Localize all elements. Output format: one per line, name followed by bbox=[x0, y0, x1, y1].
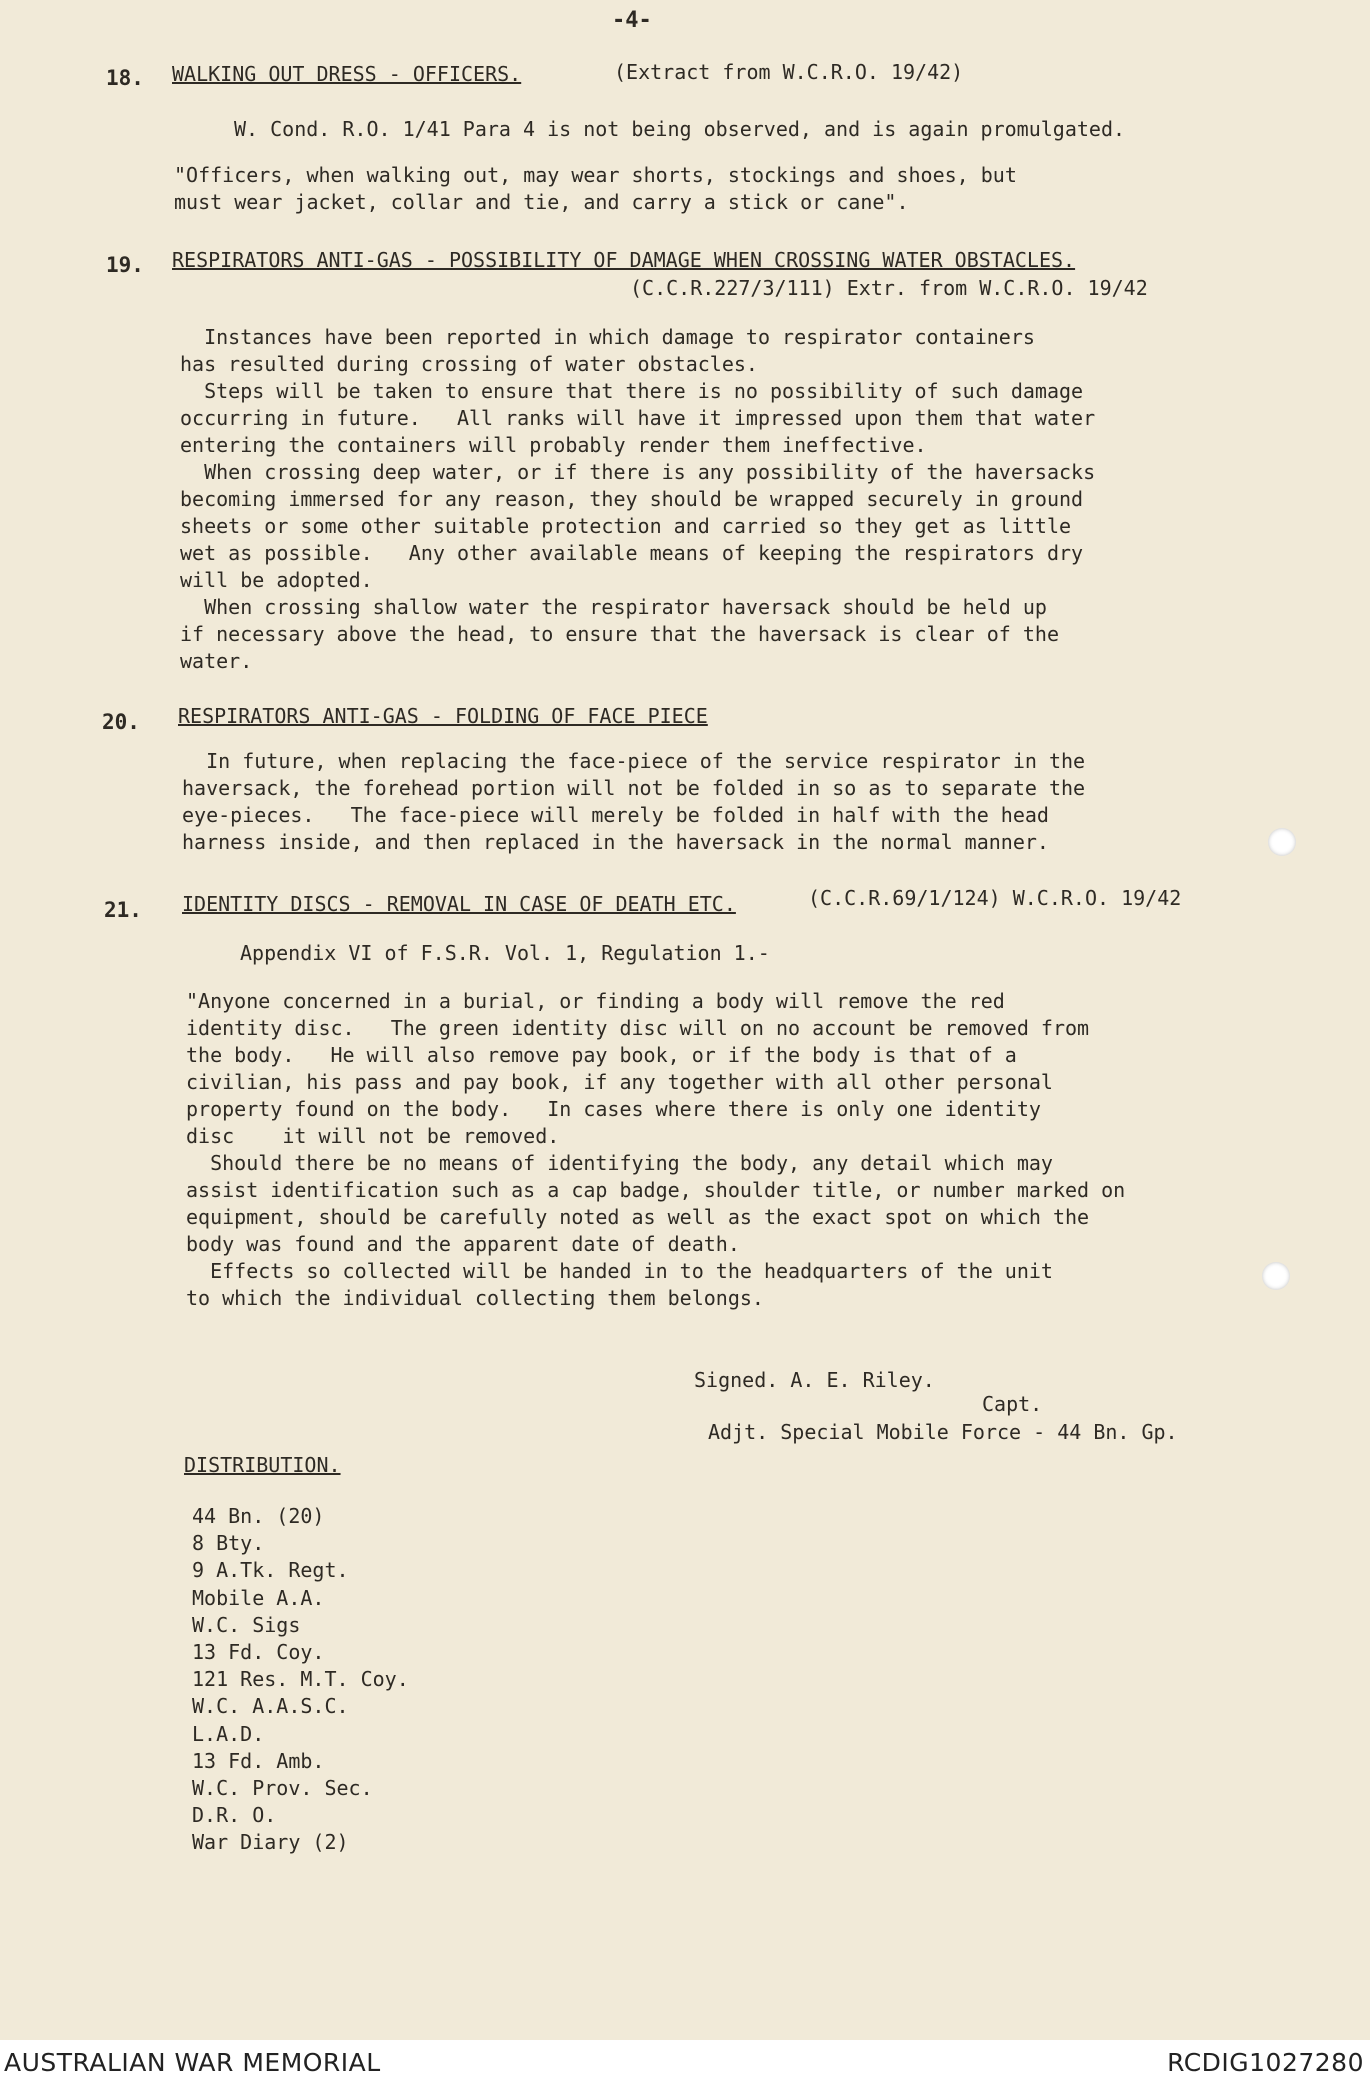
paragraph: Instances have been reported in which damage to respirator containers has resulted during crossing of water obstacles. Steps will be taken to ensure that there is no possibility of such damage occurring in future. All ranks will have it impressed upon them that water entering the containers will probably render them ineffective. When crossing deep water, or if there is any possibility of the haversacks becoming immersed for any reason, they should be wrapped securely in ground sheets or some other suitable protection and carried so they get as little wet as possible. Any other available means of keeping the respirators dry will be adopted. When crossing shallow water the respirator haversack should be held up if necessary above the head, to ensure that the haversack is clear of the water. bbox=[180, 325, 1096, 673]
paragraph: "Anyone concerned in a burial, or finding a body will remove the red identity disc. The green identity disc will on no account be removed from the body. He will also remove pay book, or if the body is that of a civilian, his pass and pay book, if any together with all other personal property found on the body. In cases where there is only one identity disc it will not be removed. Should there be no means of identifying the body, any detail which may assist identification such as a cap badge, shoulder title, or number marked on equipment, should be carefully noted as well as the exact spot on which the body was found and the apparent date of death. Effects so collected will be handed in to the headquarters of the unit to which the individual collecting them belongs. bbox=[186, 989, 1126, 1310]
distribution-item: 44 Bn. (20) bbox=[192, 1504, 325, 1528]
distribution-item: W.C. Prov. Sec. bbox=[192, 1776, 373, 1801]
distribution-list bbox=[192, 1503, 409, 1857]
distribution-item: 9 A.Tk. Regt. bbox=[192, 1558, 349, 1583]
punch-hole bbox=[1268, 828, 1296, 856]
section-reference: (Extract from W.C.R.O. 19/42) bbox=[614, 60, 964, 84]
section-number: 19. bbox=[106, 253, 144, 277]
section-title: WALKING OUT DRESS - OFFICERS. bbox=[172, 62, 522, 86]
distribution-item: 13 Fd. Coy. bbox=[192, 1640, 325, 1665]
distribution-item: Mobile A.A. bbox=[192, 1585, 325, 1610]
section-number: 20. bbox=[102, 710, 140, 734]
signature-rank: Capt. bbox=[982, 1392, 1043, 1416]
section-title: IDENTITY DISCS - REMOVAL IN CASE OF DEATH ETC. bbox=[182, 892, 736, 916]
section-reference: (C.C.R.227/3/111) Extr. from W.C.R.O. 19/42 bbox=[630, 276, 1148, 300]
distribution-item: D.R. O. bbox=[192, 1803, 277, 1828]
distribution-item: W.C. A.A.S.C. bbox=[192, 1694, 349, 1719]
section-number: 21. bbox=[104, 898, 142, 922]
section-title: RESPIRATORS ANTI-GAS - FOLDING OF FACE PIECE bbox=[178, 704, 708, 728]
distribution-item: War Diary (2) bbox=[192, 1830, 349, 1855]
punch-hole bbox=[1262, 1262, 1290, 1290]
signature-appointment: Adjt. Special Mobile Force - 44 Bn. Gp. bbox=[708, 1420, 1178, 1444]
section-reference: (C.C.R.69/1/124) W.C.R.O. 19/42 bbox=[808, 886, 1182, 910]
paragraph: Appendix VI of F.S.R. Vol. 1, Regulation 1.- bbox=[240, 941, 770, 965]
distribution-heading: DISTRIBUTION. bbox=[184, 1453, 341, 1477]
footer-id: RCDIG1027280 bbox=[1167, 2048, 1364, 2077]
distribution-item: W.C. Sigs bbox=[192, 1612, 301, 1637]
section-title: RESPIRATORS ANTI-GAS - POSSIBILITY OF DAMAGE WHEN CROSSING WATER OBSTACLES. bbox=[172, 248, 1076, 272]
paragraph: "Officers, when walking out, may wear shorts, stockings and shoes, but must wear jacket, collar and tie, and carry a stick or cane". bbox=[174, 163, 1017, 214]
page-number: -4- bbox=[612, 8, 652, 33]
distribution-item: 121 Res. M.T. Coy. bbox=[192, 1667, 409, 1692]
section-number: 18. bbox=[106, 66, 144, 90]
archive-footer bbox=[0, 2040, 1370, 2082]
distribution-item: 13 Fd. Amb. bbox=[192, 1748, 325, 1773]
paragraph: W. Cond. R.O. 1/41 Para 4 is not being observed, and is again promulgated. bbox=[234, 117, 1126, 141]
distribution-item: 8 Bty. bbox=[192, 1531, 265, 1556]
paragraph: In future, when replacing the face-piece of the service respirator in the haversack, the forehead portion will not be folded in so as to separate the eye-pieces. The face-piece will merely be folded in half with the head harness inside, and then replaced in the haversack in the normal manner. bbox=[182, 749, 1086, 854]
signature-name: Signed. A. E. Riley. bbox=[694, 1368, 935, 1392]
footer-source: AUSTRALIAN WAR MEMORIAL bbox=[4, 2048, 381, 2077]
distribution-item: L.A.D. bbox=[192, 1721, 265, 1746]
